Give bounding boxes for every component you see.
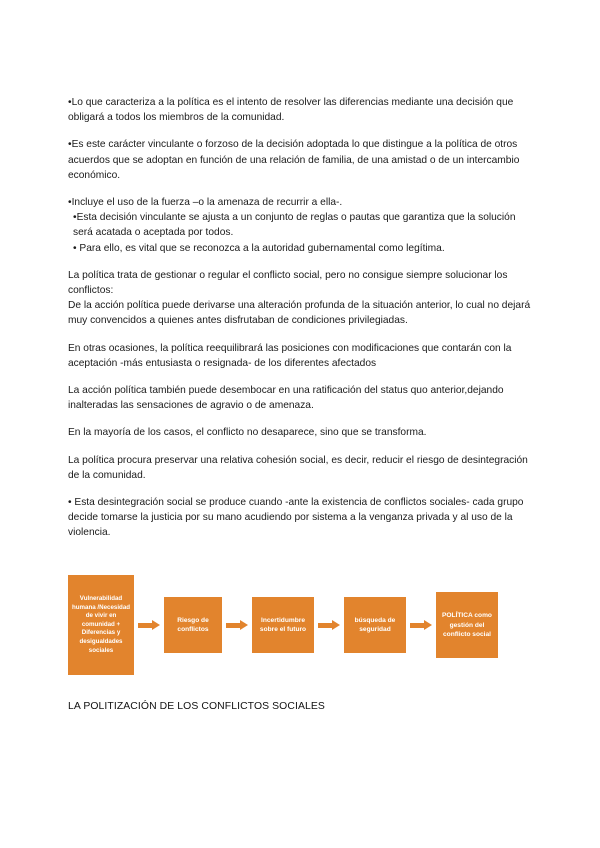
arrow-right-icon-1 [138, 620, 160, 631]
flow-node-label: POLÍTICA como gestión del conflicto social [442, 612, 492, 638]
arrow-shaft [410, 623, 425, 628]
arrow-head [152, 620, 160, 630]
paragraph-10: En la mayoría de los casos, el conflicto no desaparece, sino que se transforma. [68, 427, 427, 439]
arrow-head [240, 620, 248, 630]
paragraph-11: La política procura preservar una relativa cohesión social, es decir, reducir el riesgo de desintegración de la comunidad. [68, 454, 528, 481]
paragraph-8: En otras ocasiones, la política reequilibrará las posiciones con modificaciones que contarán con la aceptación -más entusiasta o resignada- de los diferentes afectados [68, 342, 512, 369]
diagram-caption: LA POLITIZACIÓN DE LOS CONFLICTOS SOCIALES [68, 700, 325, 712]
arrow-right-icon-3 [318, 620, 340, 631]
arrow-right-icon-2 [226, 620, 248, 631]
flow-node-incertidumbre [252, 597, 314, 653]
arrow-head [332, 620, 340, 630]
flow-node-riesgo [164, 597, 222, 653]
arrow-right-icon-4 [410, 620, 432, 631]
paragraph-4: •Esta decisión vinculante se ajusta a un conjunto de reglas o pautas que garantiza que la solución será acatada o aceptada por todos. [73, 212, 516, 239]
paragraph-1: •Lo que caracteriza a la política es el intento de resolver las diferencias mediante una decisión que obligará a todos los miembros de la comunidad. [68, 97, 514, 124]
paragraph-2: •Es este carácter vinculante o forzoso de la decisión adoptada lo que distingue a la política de otros acuerdos que se adoptan en función de una relación de familia, de una amistad o de un intercambio económico. [68, 139, 520, 181]
flow-node-label: Vulnerabilidad humana /Necesidad de vivir en comunidad + Diferencias y desigualdades sociales [71, 595, 131, 654]
paragraph-3: •Incluye el uso de la fuerza –o la amenaza de recurrir a ella-. [68, 197, 343, 209]
flow-diagram [68, 573, 532, 678]
flow-node-seguridad [344, 597, 406, 653]
paragraph-12: • Esta desintegración social se produce cuando -ante la existencia de conflictos sociales- cada grupo decide tomarse la justicia por su mano acudiendo por sistema a la venganza privada y al uso de la violencia. [68, 497, 524, 539]
paragraph-9: La acción política también puede desembocar en una ratificación del status quo anterior,dejando inalteradas las sensaciones de agravio o de amenaza. [68, 385, 504, 412]
paragraph-5: • Para ello, es vital que se reconozca a la autoridad gubernamental como legítima. [73, 242, 445, 254]
arrow-shaft [138, 623, 153, 628]
paragraph-7: De la acción política puede derivarse una alteración profunda de la situación anterior, lo cual no dejará muy convencidos a quienes antes disfrutaban de condiciones privilegiadas. [68, 300, 531, 327]
flow-node-label: Incertidumbre sobre el futuro [259, 616, 307, 634]
flow-node-label: búsqueda de seguridad [354, 616, 396, 634]
flow-node-label: Riesgo de conflictos [177, 616, 209, 634]
arrow-shaft [226, 623, 241, 628]
arrow-shaft [318, 623, 333, 628]
flow-node-politica [436, 592, 498, 658]
paragraph-6: La política trata de gestionar o regular el conflicto social, pero no consigue siempre solucionar los conflictos: [68, 269, 508, 297]
arrow-head [424, 620, 432, 630]
flow-node-vulnerabilidad [68, 575, 134, 675]
